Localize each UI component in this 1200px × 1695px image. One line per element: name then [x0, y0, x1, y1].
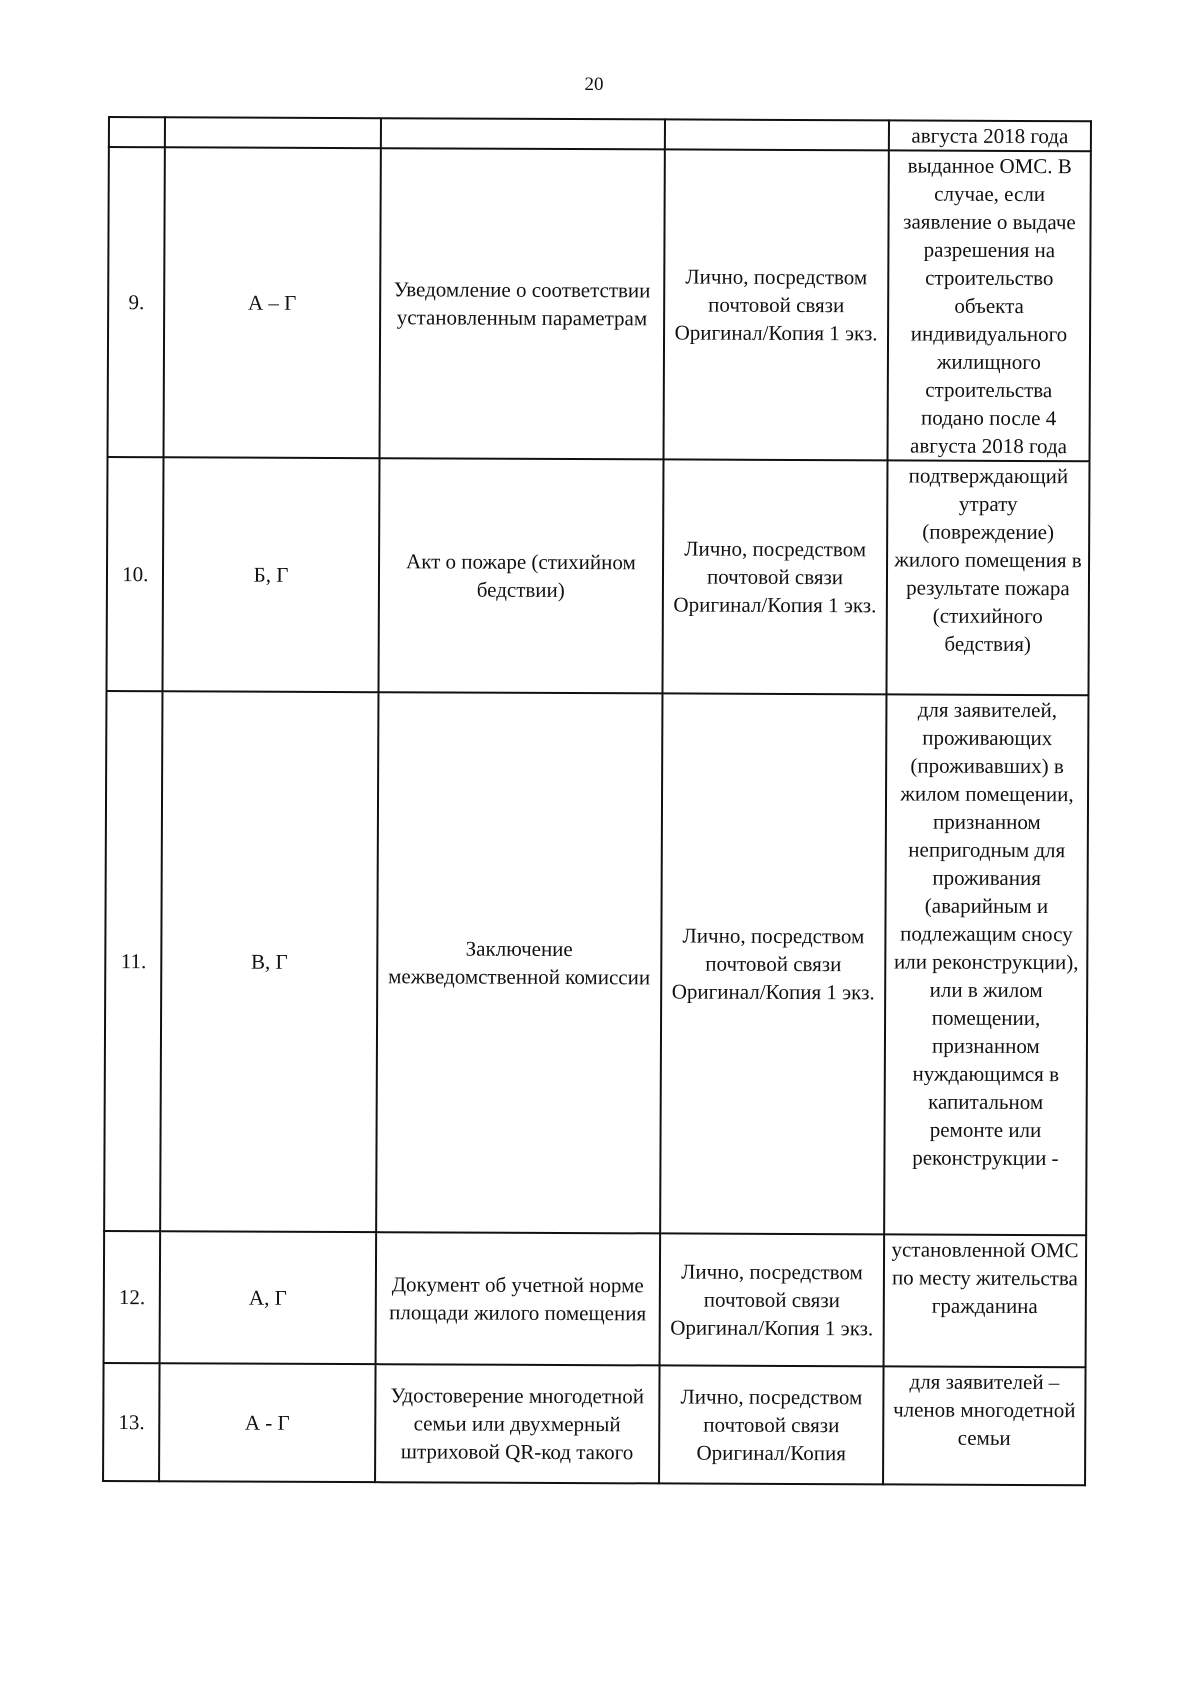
row-number-cell: 10. — [106, 457, 164, 691]
row-note-cell: установленной ОМС по месту жительства гражданина — [883, 1234, 1086, 1367]
page-number: 20 — [584, 74, 604, 95]
row-number-cell: 12. — [104, 1231, 161, 1363]
table-row — [104, 1231, 1087, 1367]
row-number-cell: 13. — [103, 1363, 160, 1481]
row-document-cell: Удостоверение многодетной семьи или двухмерный штриховой QR-код такого — [375, 1364, 660, 1483]
table-row — [103, 1363, 1086, 1485]
row-category-cell: В, Г — [161, 691, 378, 1232]
row-submission-cell: Лично, посредством почтовой связи Оригинал/Копия — [659, 1365, 883, 1484]
row-number-cell: 9. — [108, 147, 166, 457]
row-submission-cell: Лично, посредством почтовой связи Оригинал/Копия 1 экз. — [660, 693, 886, 1234]
row-document-cell: Заключение межведомственной комиссии — [376, 692, 663, 1233]
row-submission-cell: Лично, посредством почтовой связи Оригинал/Копия 1 экз. — [660, 1233, 884, 1366]
row-note-cell: подтверждающий утрату (повреждение) жилого помещения в результате пожара (стихийного бедствия) — [886, 460, 1089, 695]
row-category-cell: А, Г — [160, 1231, 376, 1364]
cell-empty — [109, 117, 166, 147]
row-note-cell: августа 2018 года — [889, 120, 1091, 151]
table-row — [106, 457, 1089, 695]
row-category-cell: Б, Г — [163, 457, 379, 692]
row-category-cell: А - Г — [160, 1363, 376, 1482]
row-submission-cell: Лично, посредством почтовой связи Оригинал/Копия 1 экз. — [663, 459, 888, 694]
row-submission-cell: Лично, посредством почтовой связи Оригинал/Копия 1 экз. — [664, 149, 889, 460]
row-note-cell: для заявителей – членов многодетной семьи — [883, 1366, 1086, 1485]
row-note-cell: выданное ОМС. В случае, если заявление о выдаче разрешения на строительство объекта индивидуального жилищного строительства подано после 4 августа 2018 года — [887, 150, 1090, 461]
documents-table — [102, 116, 1092, 1486]
cell-empty — [380, 118, 665, 149]
row-number-cell: 11. — [104, 691, 163, 1231]
table-row — [108, 147, 1091, 461]
row-document-cell: Документ об учетной норме площади жилого помещения — [375, 1232, 660, 1365]
row-category-cell: А – Г — [164, 147, 380, 458]
row-document-cell: Акт о пожаре (стихийном бедствии) — [378, 458, 664, 693]
table-row-continuation — [109, 117, 1091, 151]
cell-empty — [665, 119, 889, 150]
row-note-cell: для заявителей, проживающих (проживавших) в жилом помещении, признанном непригодным для проживания (аварийным и подлежащим сносу или реконструкции), или в жилом помещении, признанном нуждающимся в капитальном ремонте или реконструкции - — [884, 694, 1088, 1235]
table-row — [104, 691, 1088, 1235]
row-document-cell: Уведомление о соответствии установленным параметрам — [379, 148, 665, 459]
cell-empty — [165, 117, 380, 148]
